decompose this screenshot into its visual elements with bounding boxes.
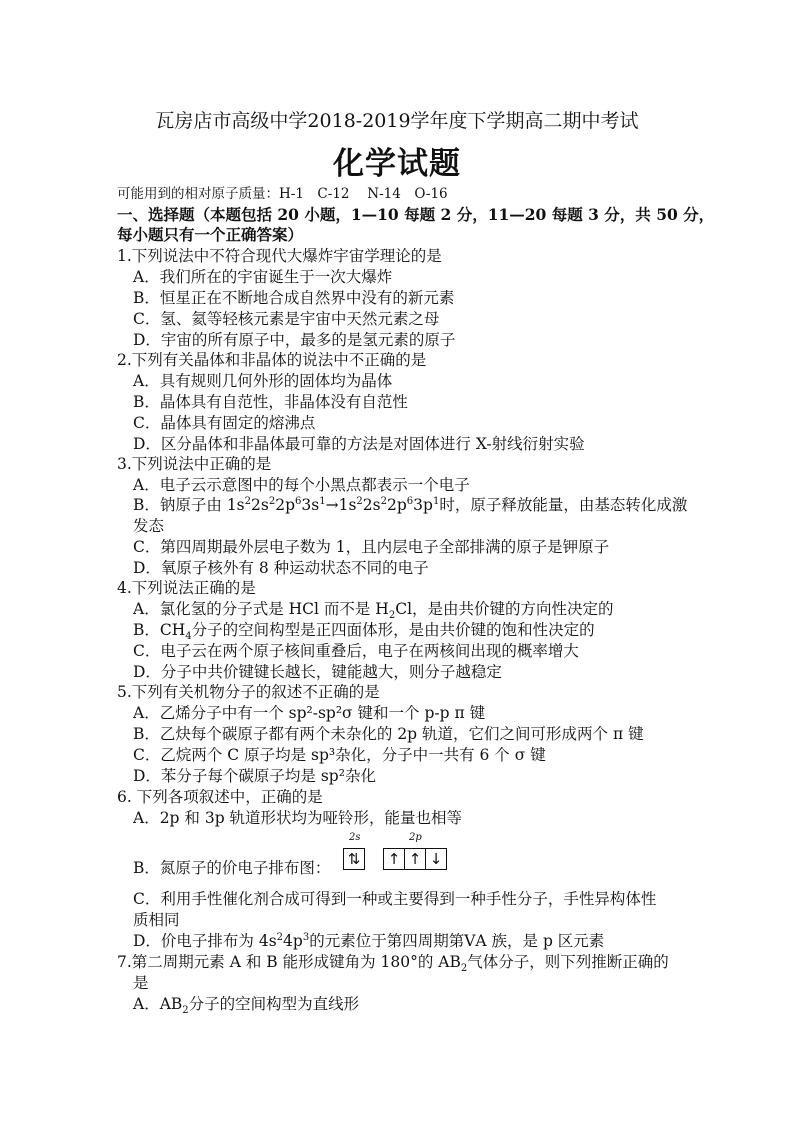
orbital-2p-cell-3: ↓ xyxy=(429,850,443,868)
question-7-option-a: A．$AB_2$分子的空间构型为直线形 xyxy=(133,995,360,1017)
section-heading-line1: 一、选择题（本题包括 20 小题，1—10 每题 2 分，11—20 每题 3 分，共 50 分， xyxy=(117,205,715,224)
question-4-option-b: B．$CH_4$分子的空间构型是正四面体形，是由共价键的饱和性决定的 xyxy=(133,621,595,643)
question-6-option-c-continued: 质相同 xyxy=(133,911,180,929)
question-5-stem: 5.下列有关机物分子的叙述不正确的是 xyxy=(117,683,380,701)
orbital-box-2s xyxy=(343,848,365,870)
orbital-2s-cell: ⇅ xyxy=(347,850,361,868)
question-4-option-a: A．氯化氢的分子式是 HCl 而不是 $H_2Cl$，是由共价键的方向性决定的 xyxy=(133,600,614,622)
question-3-option-a: A．电子云示意图中的每个小黑点都表示一个电子 xyxy=(133,476,470,494)
exam-subtitle: 化学试题 xyxy=(333,146,461,182)
question-1-stem: 1.下列说法中不符合现代大爆炸宇宙学理论的是 xyxy=(117,247,442,265)
question-3-option-b-continued: 发态 xyxy=(133,517,165,535)
question-4-option-c: C．电子云在两个原子核间重叠后，电子在两核间出现的概率增大 xyxy=(133,642,579,660)
question-6-option-a: A．2p 和 3p 轨道形状均为哑铃形，能量也相等 xyxy=(133,809,463,827)
question-2-stem: 2.下列有关晶体和非晶体的说法中不正确的是 xyxy=(117,351,427,369)
question-5-option-a: A．乙烯分子中有一个 sp²-sp²σ 键和一个 p-p π 键 xyxy=(133,704,486,722)
question-2-option-a: A．具有规则几何外形的固体均为晶体 xyxy=(133,372,393,390)
section-heading-line2: 每小题只有一个正确答案） xyxy=(117,225,304,244)
question-6-option-c: C．利用手性催化剂合成可得到一种或主要得到一种手性分子，手性异构体性 xyxy=(133,890,657,908)
question-2-option-c: C．晶体具有固定的熔沸点 xyxy=(133,414,316,432)
question-1-option-a: A．我们所在的宇宙诞生于一次大爆炸 xyxy=(133,268,393,286)
orbital-2p-cell-2: ↑ xyxy=(405,849,426,869)
question-7-stem: 7.第二周期元素 A 和 B 能形成键角为 180°的 $AB_2$气体分子，则下列推断正确的 xyxy=(117,953,669,975)
question-2-option-b: B．晶体具有自范性，非晶体没有自范性 xyxy=(133,393,408,411)
exam-title: 瓦房店市高级中学2018-2019学年度下学期高二期中考试 xyxy=(155,110,639,132)
question-7-stem-continued: 是 xyxy=(133,974,149,992)
question-6-option-d: D．价电子排布为 $4s^24p^3$的元素位于第四周期第ⅤA 族，是 p 区元素 xyxy=(133,931,605,950)
question-3-option-c: C．第四周期最外层电子数为 1，且内层电子全部排满的原子是钾原子 xyxy=(133,538,610,556)
orbital-box-2p xyxy=(383,848,447,870)
question-5-option-d: D．苯分子每个碳原子均是 sp²杂化 xyxy=(133,767,376,785)
orbital-2p-label: 2p xyxy=(409,832,422,843)
orbital-2p-cell-1: ↑ xyxy=(384,849,405,869)
question-1-option-d: D．宇宙的所有原子中，最多的是氢元素的原子 xyxy=(133,331,456,349)
question-1-option-b: B．恒星正在不断地合成自然界中没有的新元素 xyxy=(133,289,455,307)
question-5-option-c: C．乙烷两个 C 原子均是 sp³杂化，分子中一共有 6 个 σ 键 xyxy=(133,746,546,764)
question-3-stem: 3.下列说法中正确的是 xyxy=(117,455,272,473)
question-3-option-d: D．氧原子核外有 8 种运动状态不同的电子 xyxy=(133,559,429,577)
question-3-option-b: B．钠原子由 $1s^22s^22p^63s^1\to 1s^22s^22p^63p^1$时，原子释放能量，由基态转化成激 xyxy=(133,495,688,514)
orbital-2s-label: 2s xyxy=(349,832,361,843)
question-4-stem: 4.下列说法正确的是 xyxy=(117,579,256,597)
question-1-option-c: C．氢、氦等轻核元素是宇宙中天然元素之母 xyxy=(133,310,440,328)
question-6-option-b: B．氮原子的价电子排布图： xyxy=(133,859,331,877)
question-6-stem: 6. 下列各项叙述中，正确的是 xyxy=(117,788,323,806)
question-4-option-d: D．分子中共价键键长越长，键能越大，则分子越稳定 xyxy=(133,663,502,681)
atomic-masses-line: 可能用到的相对原子质量：H-1 C-12 N-14 O-16 xyxy=(117,186,448,202)
question-5-option-b: B．乙炔每个碳原子都有两个未杂化的 2p 轨道，它们之间可形成两个 π 键 xyxy=(133,725,644,743)
question-2-option-d: D．区分晶体和非晶体最可靠的方法是对固体进行 X-射线衍射实验 xyxy=(133,435,585,453)
